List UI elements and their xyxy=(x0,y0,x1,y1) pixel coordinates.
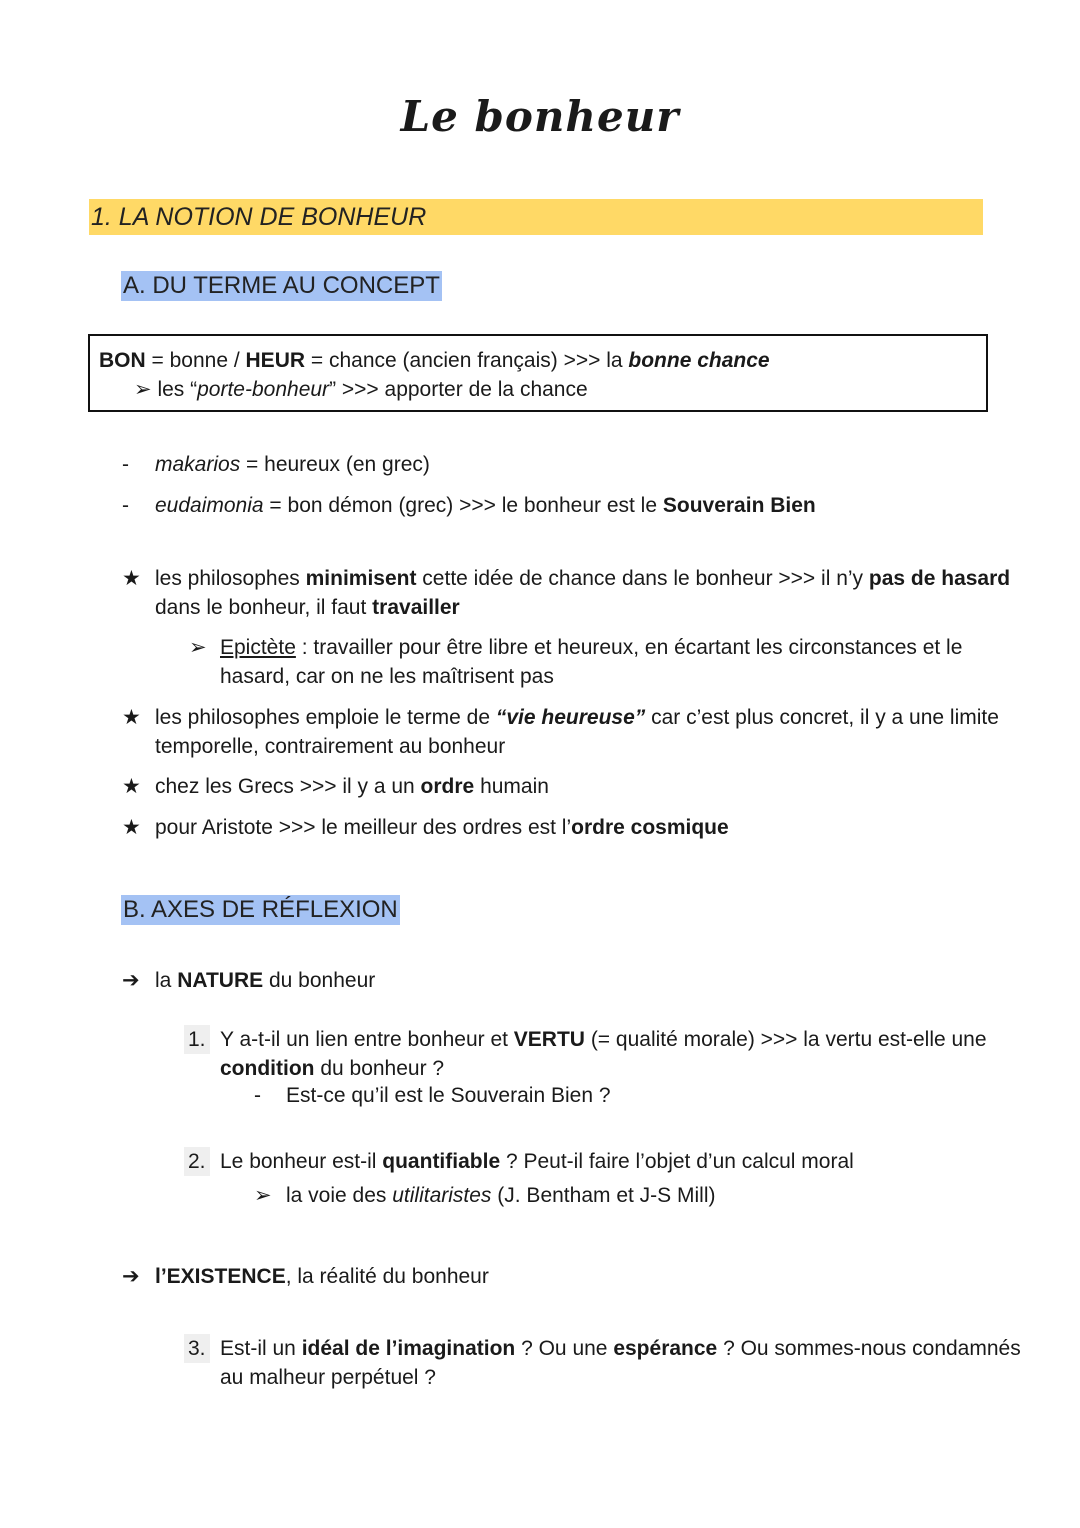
list-number: 1. xyxy=(184,1025,210,1054)
question-1-sub: Est-ce qu’il est le Souverain Bien ? xyxy=(286,1084,611,1107)
list-item-star-2: les philosophes emploie le terme de “vie heureuse” car c’est plus concret, il y a une limite xyxy=(155,706,999,729)
subheading-b: B. AXES DE RÉFLEXION xyxy=(123,896,398,923)
question-1-cont: condition du bonheur ? xyxy=(220,1057,445,1080)
list-number: 3. xyxy=(184,1334,210,1363)
definition-line-1: BON = bonne / HEUR = chance (ancien français) >>> la bonne chance xyxy=(99,349,770,372)
list-item-star-4: pour Aristote >>> le meilleur des ordres est l’ordre cosmique xyxy=(155,816,729,839)
arrow-right-icon: ➔ xyxy=(122,1265,140,1288)
question-3-cont: au malheur perpétuel ? xyxy=(220,1366,436,1389)
arrowhead-icon: ➢ xyxy=(189,636,207,659)
list-number: 2. xyxy=(184,1147,210,1176)
question-1: Y a-t-il un lien entre bonheur et VERTU (= qualité morale) >>> la vertu est-elle une xyxy=(220,1028,987,1051)
axis-existence: l’EXISTENCE, la réalité du bonheur xyxy=(155,1265,489,1288)
question-2: Le bonheur est-il quantifiable ? Peut-il faire l’objet d’un calcul moral xyxy=(220,1150,854,1173)
question-2-sub: la voie des utilitaristes (J. Bentham et J-S Mill) xyxy=(286,1184,716,1207)
term-heur: HEUR xyxy=(245,349,306,372)
list-item-star-2-cont: temporelle, contrairement au bonheur xyxy=(155,735,506,758)
star-icon: ★ xyxy=(122,775,141,798)
star-icon: ★ xyxy=(122,816,141,839)
page-title: Le bonheur xyxy=(400,92,680,141)
dash-bullet: - xyxy=(122,494,129,517)
list-item-star-1-cont: dans le bonheur, il faut travailler xyxy=(155,596,460,619)
star-icon: ★ xyxy=(122,706,141,729)
dash-bullet: - xyxy=(254,1084,261,1107)
arrowhead-icon: ➢ xyxy=(134,378,152,401)
list-item-epictete-cont: hasard, car on ne les maîtrisent pas xyxy=(220,665,554,688)
section-heading: 1. LA NOTION DE BONHEUR xyxy=(89,199,983,235)
axis-nature: la NATURE du bonheur xyxy=(155,969,376,992)
star-icon: ★ xyxy=(122,567,141,590)
list-item-eudaimonia: eudaimonia = bon démon (grec) >>> le bonheur est le Souverain Bien xyxy=(155,494,816,517)
term-bonne-chance: bonne chance xyxy=(628,349,770,372)
list-item-star-3: chez les Grecs >>> il y a un ordre humain xyxy=(155,775,549,798)
arrow-right-icon: ➔ xyxy=(122,969,140,992)
arrowhead-icon: ➢ xyxy=(254,1184,272,1207)
subheading-a: A. DU TERME AU CONCEPT xyxy=(123,272,440,299)
dash-bullet: - xyxy=(122,453,129,476)
list-item-epictete: Epictète : travailler pour être libre et heureux, en écartant les circonstances et le xyxy=(220,636,963,659)
definition-line-2: ➢ les “porte-bonheur” >>> apporter de la chance xyxy=(134,378,588,401)
term-bon: BON xyxy=(99,349,146,372)
list-item-star-1: les philosophes minimisent cette idée de chance dans le bonheur >>> il n’y pas de hasard xyxy=(155,567,1011,590)
list-item-makarios: makarios = heureux (en grec) xyxy=(155,453,430,476)
question-3: Est-il un idéal de l’imagination ? Ou une espérance ? Ou sommes-nous condamnés xyxy=(220,1337,1021,1360)
